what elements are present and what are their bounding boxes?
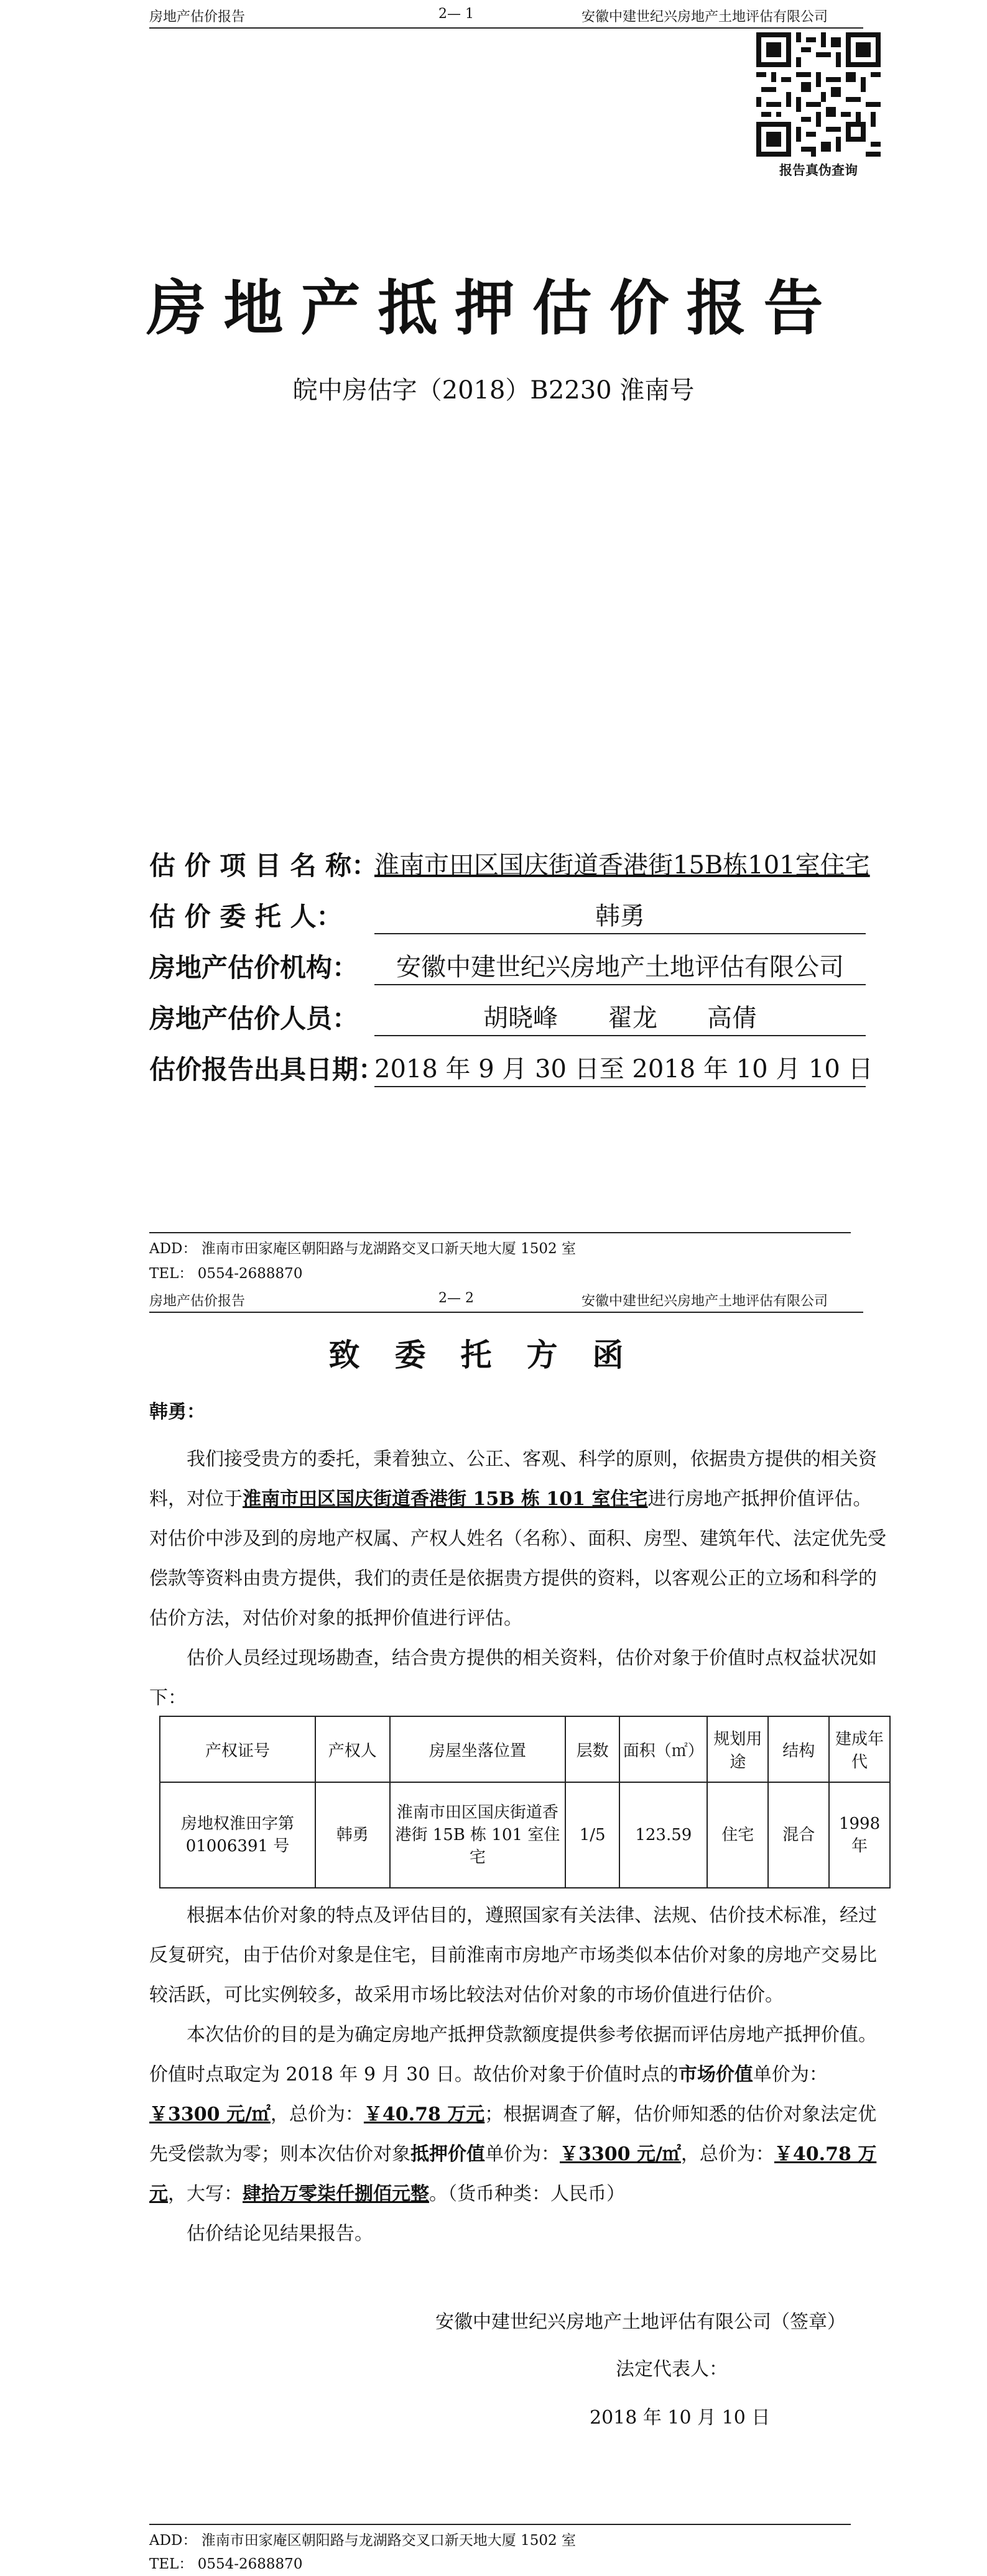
p4-text-d: ；根据调查了解，估价师知悉的估价对象法定优先受偿款为零；则本次估价对象 [149,2104,877,2165]
table-header-cell: 产权人 [315,1716,390,1782]
letter-salutation: 韩勇： [149,1401,205,1423]
info-value-client: 韩勇 [374,896,866,934]
table-cell: 住宅 [707,1782,768,1888]
letter-title: 致委托方函 [328,1336,659,1373]
table-cell: 混合 [768,1782,829,1888]
info-label-agency: 房地产估价机构： [149,952,359,983]
table-header-cell: 建成年代 [829,1716,890,1782]
letter-paragraph-1 [149,1440,889,1639]
p4-text-a: 本次估价的目的是为确定房地产抵押贷款额度提供参考依据而评估房地产抵押价值。价值时点取定为 2018 年 9 月 30 日。故估价对象于价值时点的 [149,2024,877,2086]
info-label-project: 估 价 项 目 名 称： [149,850,378,881]
table-cell: 韩勇 [315,1782,390,1888]
p4-market-value-label: 市场价值 [678,2064,753,2086]
page1-footer-tel: TEL： 0554-2688870 [149,1266,303,1282]
p4-text-b: 单价为： [753,2064,828,2086]
info-label-date: 估价报告出具日期： [149,1054,385,1085]
table-header-cell: 结构 [768,1716,829,1782]
table-cell: 1998 年 [829,1782,890,1888]
page1-footer-address: ADD： 淮南市田家庵区朝阳路与龙湖路交叉口新天地大厦 1502 室 [149,1241,576,1257]
page2-footer-tel: TEL： 0554-2688870 [149,2556,303,2572]
info-label-client: 估 价 委 托 人： [149,901,343,932]
p4-text-e: 单价为： [485,2143,560,2165]
letter-paragraph-2 [149,1639,889,1718]
table-cell: 123.59 [619,1782,707,1888]
p4-mortgage-value-label: 抵押价值 [410,2143,485,2165]
info-value-date: 2018 年 9 月 30 日至 2018 年 10 月 10 日 [374,1049,866,1087]
letter-paragraph-5 [149,2214,889,2254]
info-value-project: 淮南市田区国庆街道香港街15B栋101室住宅 [374,851,870,880]
header-company: 安徽中建世纪兴房地产土地评估有限公司 [582,1294,828,1309]
table-header-cell: 产权证号 [160,1716,315,1782]
p4-market-unit-price: ￥3300 元/㎡ [149,2104,271,2125]
table-header-row [160,1716,890,1782]
property-table [159,1716,891,1888]
header-rule [149,1312,863,1313]
table-cell: 房地权淮田字第 01006391 号 [160,1782,315,1888]
signature-company: 安徽中建世纪兴房地产土地评估有限公司（签章） [435,2311,846,2333]
p4-mortgage-total-price: ￥40.78 万元 [149,2143,877,2205]
p4-text-h: 。（货币种类：人民币） [429,2183,625,2205]
p1-text-b: 进行房地产抵押价值评估。对估价中涉及到的房地产权属、产权人姓名（名称）、面积、房型、建筑年代、法定优先受偿款等资料由贵方提供，我们的责任是依据贵方提供的资料，以客观公正的立场和科学的估价方法，对估价对象的抵押价值进行评估。 [149,1488,886,1629]
qr-code-icon [756,32,881,157]
page2-header [0,1288,987,1313]
table-header-cell: 层数 [565,1716,619,1782]
header-report-type: 房地产估价报告 [149,1294,246,1309]
report-number: 皖中房估字（2018）B2230 淮南号 [292,376,695,405]
header-rule [149,27,863,29]
page1-header [0,4,987,29]
signature-date: 2018 年 10 月 10 日 [590,2407,771,2429]
header-company: 安徽中建世纪兴房地产土地评估有限公司 [582,9,828,25]
letter-paragraph-4 [149,2015,889,2214]
p4-market-total-price: ￥40.78 万元 [363,2104,485,2125]
letter-paragraph-3 [149,1896,889,2015]
p5-text: 估价结论见结果报告。 [187,2223,373,2245]
table-cell: 1/5 [565,1782,619,1888]
table-header-cell: 面积（㎡） [619,1716,707,1782]
table-header-cell: 规划用途 [707,1716,768,1782]
signature-representative: 法定代表人： [616,2358,728,2380]
page2-footer-address: ADD： 淮南市田家庵区朝阳路与龙湖路交叉口新天地大厦 1502 室 [149,2532,576,2549]
p4-amount-in-words: 肆拾万零柒仟捌佰元整 [243,2183,429,2205]
p4-text-c: ，总价为： [270,2104,364,2125]
header-report-type: 房地产估价报告 [149,9,246,25]
info-label-appraisers: 房地产估价人员： [149,1003,359,1034]
table-cell: 淮南市田区国庆街道香港街 15B 栋 101 室住宅 [390,1782,566,1888]
report-title: 房地产抵押估价报告 [146,273,841,343]
info-value-appraisers: 胡晓峰 翟龙 高倩 [374,998,866,1036]
p1-property-address: 淮南市田区国庆街道香港街 15B 栋 101 室住宅 [243,1488,648,1510]
p1-text-a: 我们接受贵方的委托，秉着独立、公正、客观、科学的原则，依据贵方提供的相关资料，对位于 [149,1448,877,1510]
p4-text-g: ，大写： [168,2183,243,2205]
p4-text-f: ，总价为： [680,2143,774,2165]
p3-text: 根据本估价对象的特点及评估目的，遵照国家有关法律、法规、估价技术标准，经过反复研究，由于估价对象是住宅，目前淮南市房地产市场类似本估价对象的房地产交易比较活跃，可比实例较多，故采用市场比较法对估价对象的市场价值进行估价。 [149,1905,877,2006]
p2-text: 估价人员经过现场勘查，结合贵方提供的相关资料，估价对象于价值时点权益状况如下： [149,1647,877,1709]
header-page-number: 2— 1 [438,6,474,22]
page1-footer-rule [149,1232,851,1233]
p4-mortgage-unit-price: ￥3300 元/㎡ [560,2143,681,2165]
page2-footer-rule [149,2524,851,2525]
header-page-number: 2— 2 [438,1290,474,1306]
qr-caption: 报告真伪查询 [779,162,858,178]
table-header-cell: 房屋坐落位置 [390,1716,566,1782]
info-value-agency: 安徽中建世纪兴房地产土地评估有限公司 [374,947,866,985]
table-row [160,1782,890,1888]
